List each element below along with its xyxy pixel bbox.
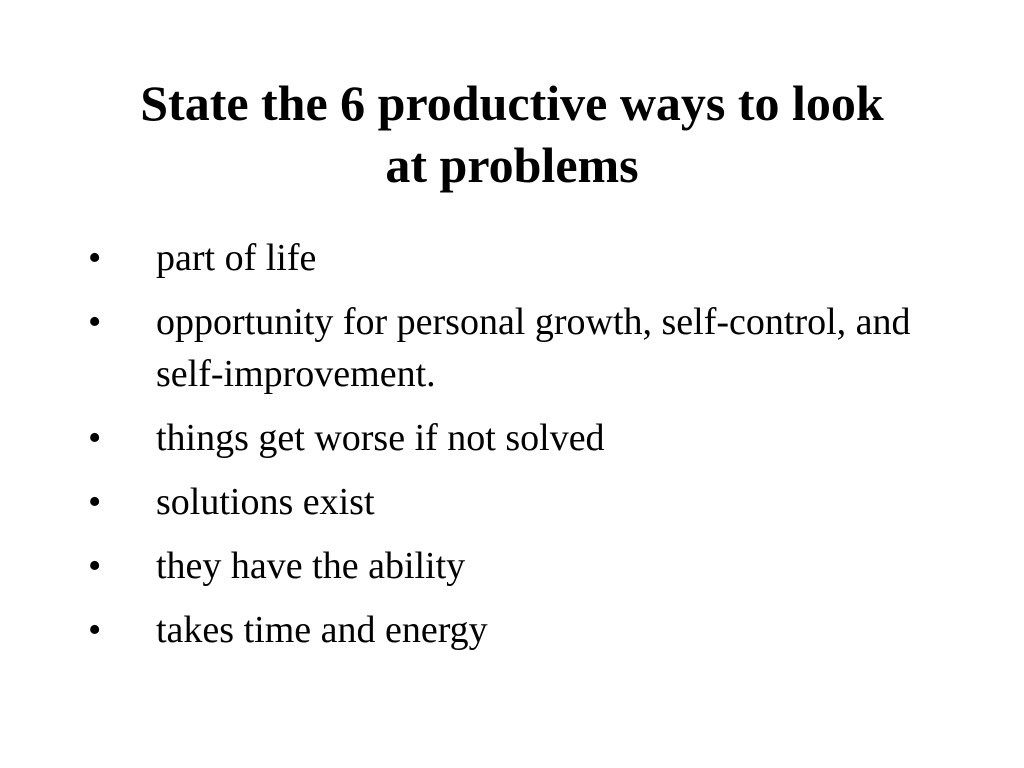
bullet-item-have-ability xyxy=(88,540,948,592)
bullet-icon: • xyxy=(88,237,102,279)
slide-title-line-2: at problems xyxy=(385,137,639,193)
bullet-text: takes time and energy xyxy=(156,609,488,651)
bullet-text: they have the ability xyxy=(156,545,466,587)
bullet-item-solutions-exist xyxy=(88,476,948,528)
slide-title xyxy=(60,72,964,196)
bullet-text: part of life xyxy=(156,237,317,279)
bullet-text: solutions exist xyxy=(156,481,375,523)
bullet-text: things get worse if not solved xyxy=(156,417,605,459)
slide-title-line-1: State the 6 productive ways to look xyxy=(140,75,884,131)
bullet-icon: • xyxy=(88,609,102,651)
bullet-item-time-and-energy xyxy=(88,604,948,656)
bullet-icon: • xyxy=(88,301,102,343)
bullet-list xyxy=(88,232,948,668)
bullet-icon: • xyxy=(88,481,102,523)
bullet-icon: • xyxy=(88,545,102,587)
bullet-item-part-of-life xyxy=(88,232,948,284)
bullet-text: opportunity for personal growth, self-control, and self-improvement. xyxy=(156,301,911,395)
bullet-item-things-get-worse xyxy=(88,412,948,464)
bullet-item-opportunity xyxy=(88,296,948,400)
bullet-icon: • xyxy=(88,417,102,459)
